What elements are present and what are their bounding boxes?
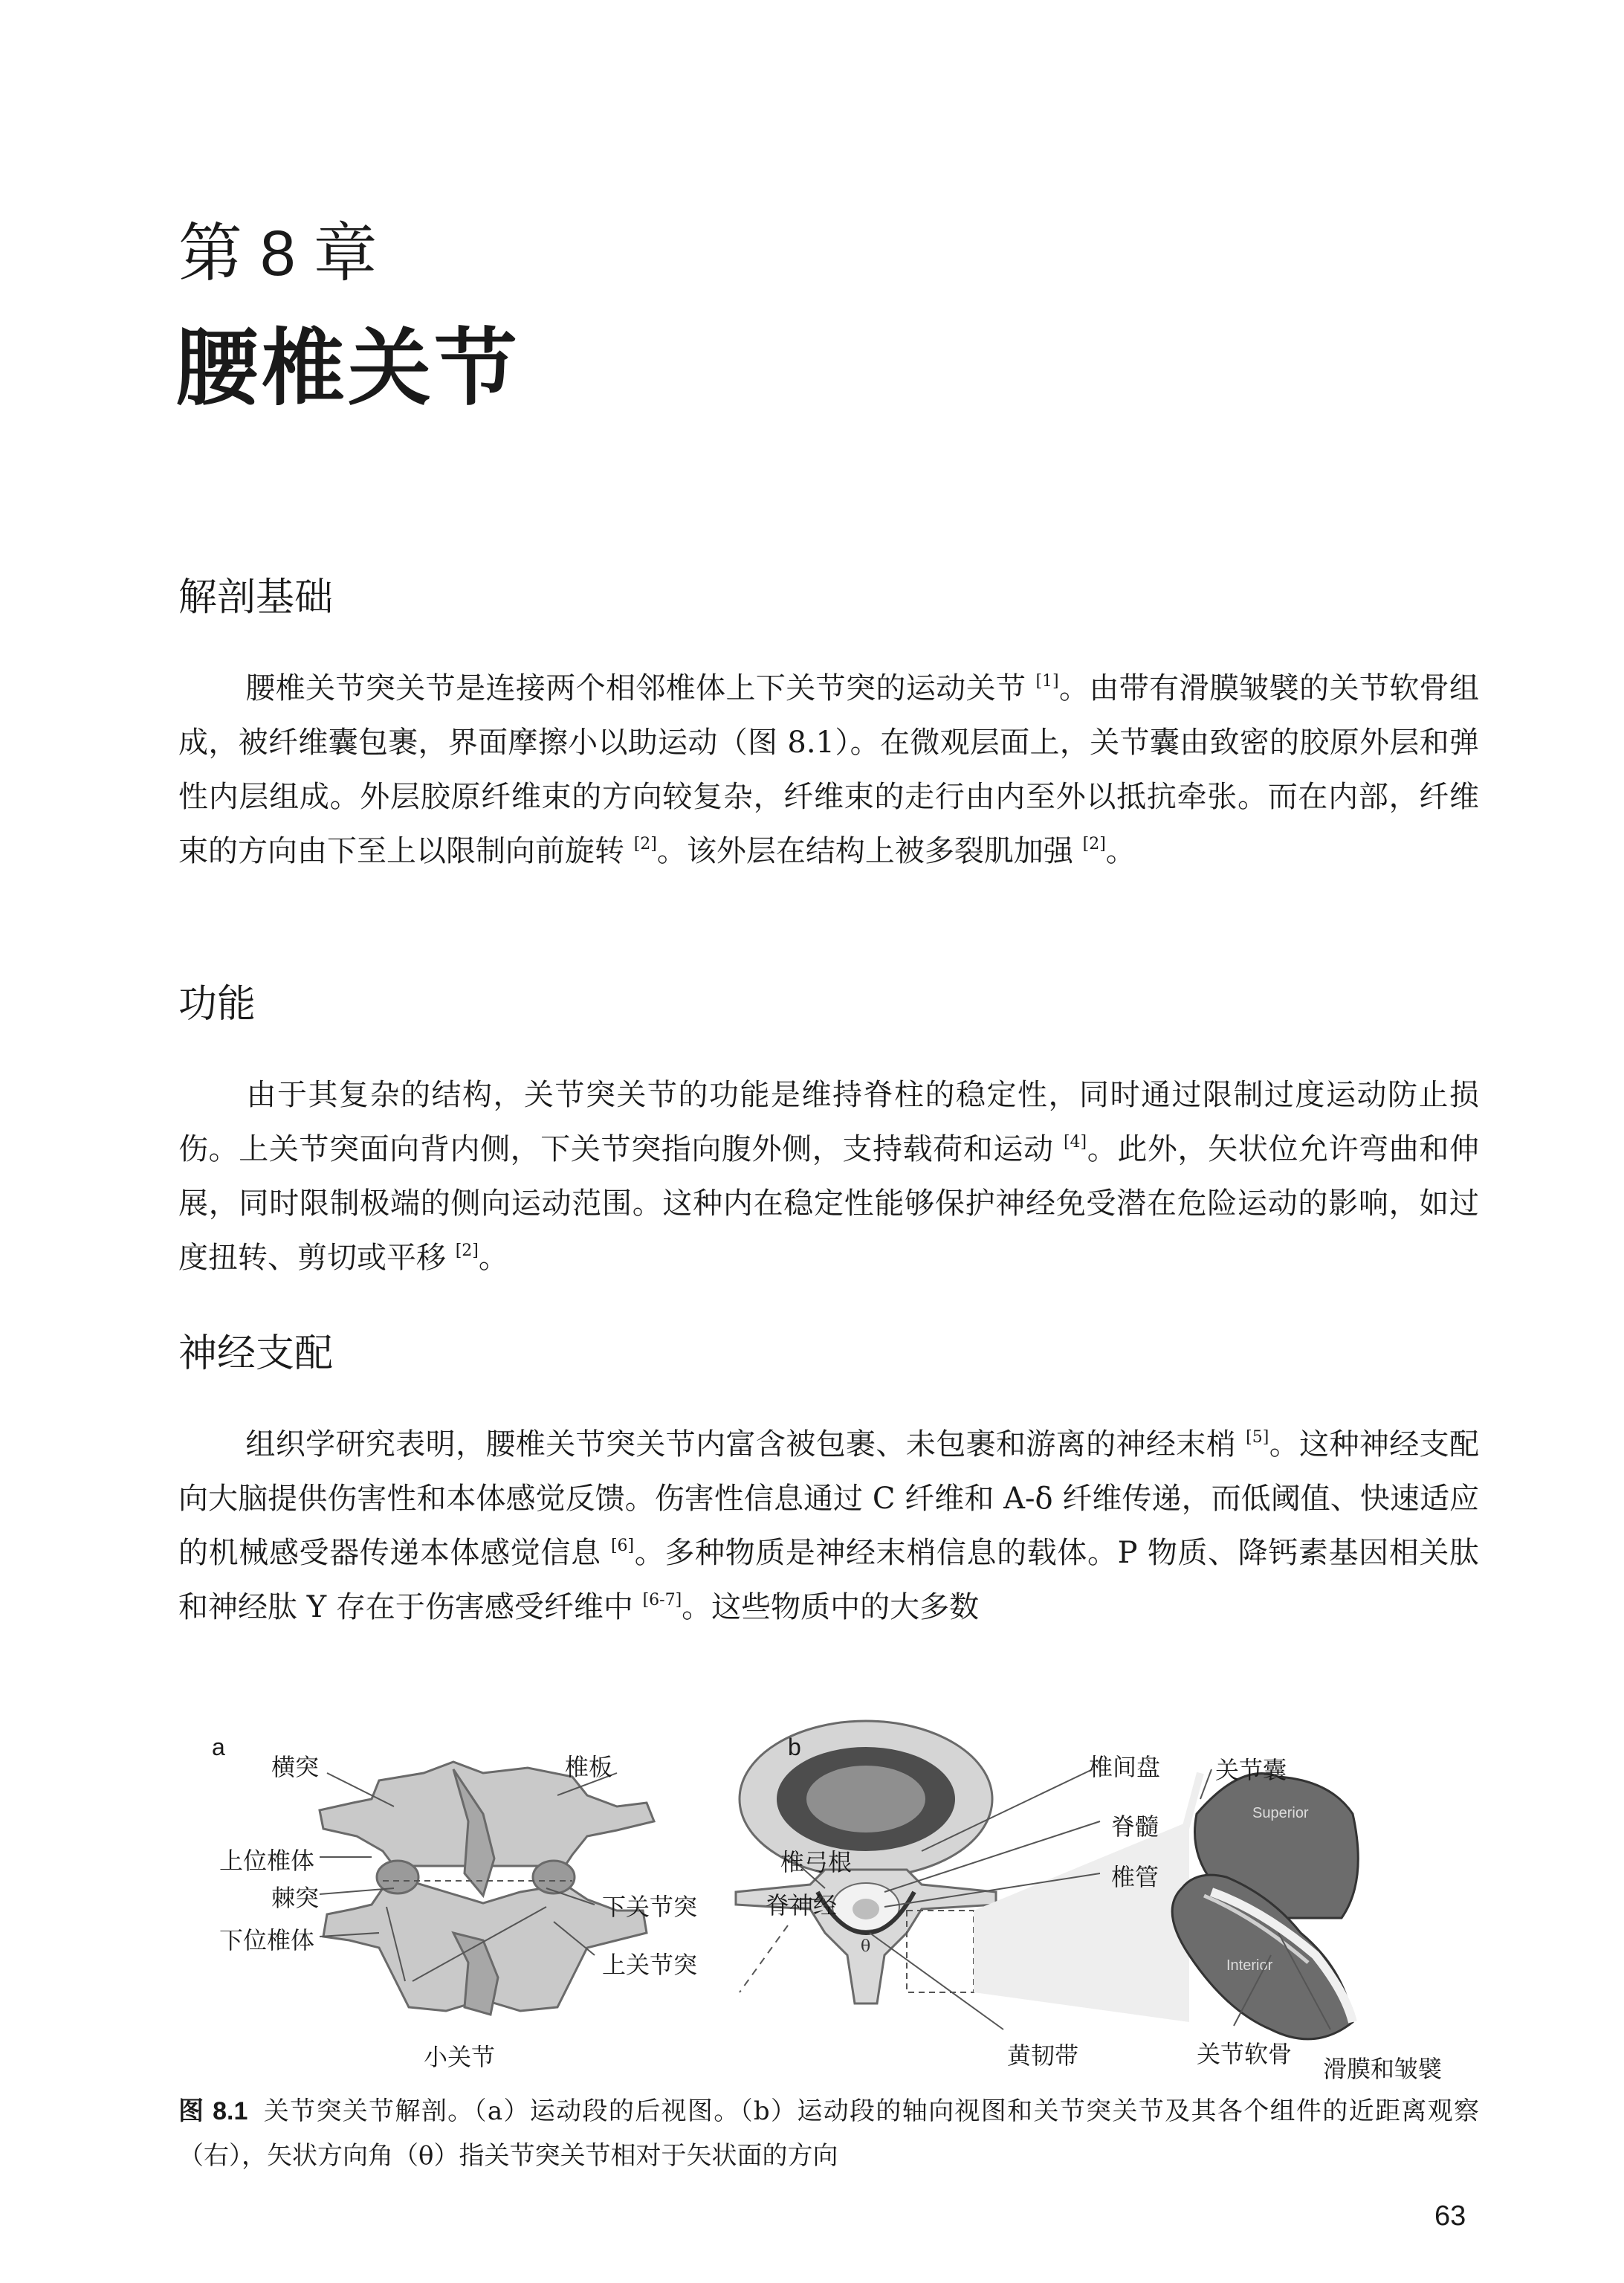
label-lamina: 椎板: [565, 1754, 613, 1780]
label-spinous-process: 棘突: [271, 1885, 320, 1911]
paragraph-innervation: [178, 1418, 1479, 1635]
paragraph-function: [178, 1068, 1479, 1285]
figure-number: 图 8.1: [178, 2097, 248, 2125]
label-superior-articular: 上关节突: [602, 1951, 698, 1978]
label-lower-vertebra: 下位椎体: [219, 1927, 315, 1954]
citation-ref: [2]: [455, 1241, 479, 1260]
label-cartilage: 关节软骨: [1197, 2041, 1293, 2067]
citation-ref: [2]: [1082, 835, 1106, 853]
theta-symbol: θ: [861, 1937, 871, 1956]
text-run: 腰椎关节突关节是连接两个相邻椎体上下关节突的运动关节: [245, 671, 1036, 705]
label-capsule: 关节囊: [1215, 1757, 1287, 1783]
section-heading-anatomy: 解剖基础: [178, 576, 334, 619]
text-run: 。: [1105, 834, 1136, 868]
paragraph-anatomy: [178, 662, 1479, 879]
citation-ref: [5]: [1246, 1428, 1269, 1447]
section-heading-innervation: 神经支配: [178, 1332, 334, 1375]
text-run: 。此外，矢状位允许弯曲和伸展，同时限制极端的侧向运动范围。这种内在稳定性能够保护神经免受潜在危险运动的影响，如过度扭转、剪切或平移: [178, 1132, 1480, 1275]
figure-8-1: [171, 1710, 1494, 2082]
text-run: 。多种物质是神经末梢信息的载体。P 物质、降钙素基因相关肽和神经肽 Y 存在于伤害感受纤维中: [178, 1536, 1479, 1624]
citation-ref: [1]: [1035, 672, 1059, 691]
text-run: 。该外层在结构上被多裂肌加强: [656, 834, 1083, 868]
citation-ref: [2]: [633, 835, 657, 853]
citation-ref: [6-7]: [642, 1591, 682, 1609]
figure-caption: [178, 2089, 1479, 2178]
label-canal: 椎管: [1111, 1864, 1159, 1890]
citation-ref: [6]: [610, 1537, 635, 1555]
label-transverse-process: 横突: [271, 1754, 320, 1780]
label-inferior-articular: 下关节突: [602, 1893, 698, 1920]
label-ligamentum-flavum: 黄韧带: [1007, 2042, 1079, 2069]
label-upper-vertebra: 上位椎体: [219, 1847, 315, 1874]
section-heading-function: 功能: [178, 983, 256, 1026]
text-run: 由于其复杂的结构，关节突关节的功能是维持脊柱的稳定性，同时通过限制过度运动防止损伤。上关节突面向背内侧，下关节突指向腹外侧，支持载荷和运动: [178, 1078, 1479, 1166]
panel-a-letter: a: [212, 1734, 225, 1760]
chapter-title: 腰椎关节: [175, 320, 520, 417]
caption-text: 关节突关节解剖。（a）运动段的后视图。（b）运动段的轴向视图和关节突关节及其各个组件的近距离观察（右），矢状方向角（θ）指关节突关节相对于矢状面的方向: [178, 2096, 1479, 2171]
label-spinal-cord: 脊髓: [1111, 1813, 1159, 1840]
text-run: 组织学研究表明，腰椎关节突关节内富含被包裹、未包裹和游离的神经末梢: [245, 1427, 1246, 1462]
inferior-text: Interior: [1226, 1957, 1273, 1974]
text-run: 。这些物质中的大多数: [682, 1590, 980, 1624]
text-run: 。这种神经支配向大脑提供伤害性和本体感觉反馈。伤害性信息通过 C 纤维和 A-δ 纤维传递，而低阈值、快速适应的机械感受器传递本体感觉信息: [178, 1427, 1479, 1570]
label-spinal-nerve: 脊神经: [766, 1892, 838, 1919]
label-facet-joint: 小关节: [424, 2044, 496, 2070]
panel-b-letter: b: [788, 1734, 801, 1760]
text-run: 。: [478, 1241, 508, 1275]
superior-text: Superior: [1252, 1805, 1309, 1821]
citation-ref: [4]: [1063, 1133, 1087, 1152]
text-run: 。由带有滑膜皱襞的关节软骨组成，被纤维囊包裹，界面摩擦小以助运动（图 8.1）。在微观层面上，关节囊由致密的胶原外层和弹性内层组成。外层胶原纤维束的方向较复杂，纤维束的走行由内至外以抵抗牵张。而在内部，纤维束的方向由下至上以限制向前旋转: [178, 671, 1480, 868]
label-synovium: 滑膜和皱襞: [1323, 2056, 1443, 2082]
label-pedicle: 椎弓根: [780, 1849, 853, 1876]
page-number: 63: [1434, 2200, 1466, 2232]
chapter-label: 第 8 章: [178, 218, 378, 289]
label-disc: 椎间盘: [1089, 1754, 1161, 1780]
